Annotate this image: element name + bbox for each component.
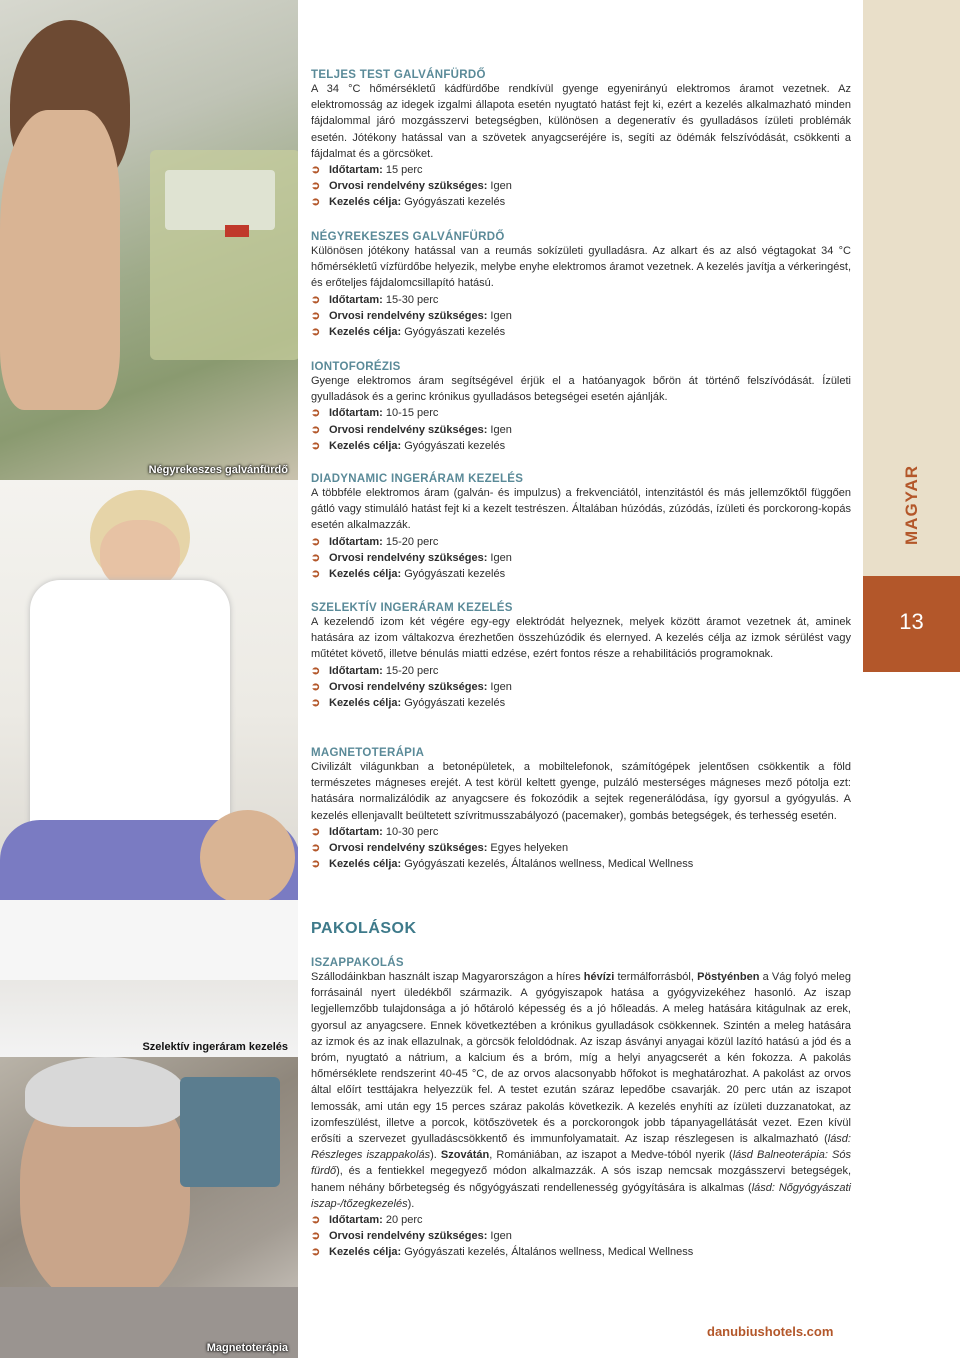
page-number: 13 <box>899 609 924 634</box>
info-list <box>311 162 851 211</box>
info-prescription: ➲ Orvosi rendelvény szükséges: Igen <box>311 680 512 693</box>
info-prescription: ➲ Orvosi rendelvény szükséges: Igen <box>311 1230 512 1243</box>
info-list <box>311 663 851 712</box>
section-body: Gyenge elektromos áram segítségével érjük el a hatóanyagok bőrön át történő felszívódását. Ízületi gyulladások és a gerinc krónikus gyulladásos betegségei esetén ajánlják. <box>311 375 851 404</box>
page-number-box <box>863 576 960 672</box>
info-list <box>311 534 851 583</box>
info-purpose: ➲ Kezelés célja: Gyógyászati kezelés, Általános wellness, Medical Wellness <box>311 1246 694 1259</box>
section-body: A 34 °C hőmérsékletű kádfürdőbe rendkívül gyenge egyenirányú elektromos áramot vezetnek. Az elektromosság az idegek izgalmi állapota esetén nyugtató hatást fejt ki, ezért a kezelés alkalmazható minden fájdalommal járó mozgásszervi betegségben, különösen a degeneratív és gyulladásos ízületi problémák esetén. Jótékony hatással van a szövetek anyagcseréjére is, segíti az ödémák felszívódását, csökkenti a fájdalmat és a görcsöket. <box>311 83 851 160</box>
section-iontoforezis <box>311 361 851 454</box>
section-title: TELJES TEST GALVÁNFÜRDŐ <box>311 69 486 81</box>
section-teljes-test-galvanfurdo <box>311 69 851 211</box>
section-magnetoterapia <box>311 747 851 872</box>
section-title: IONTOFORÉZIS <box>311 361 401 373</box>
section-body: Különösen jótékony hatással van a reumás sokízületi gyulladásra. Az alkart és az alsó végtagokat 34 °C hőmérsékletű vízfürdőbe helyezik, melybe enyhe elektromos áramot vezetnek. A kezelés javítja a vérkeringést, és erőteljes fájdalomcsillapító hatású. <box>311 245 851 290</box>
info-duration: ➲ Időtartam: 10-30 perc <box>311 825 439 838</box>
info-prescription: ➲ Orvosi rendelvény szükséges: Egyes helyeken <box>311 842 569 855</box>
info-purpose: ➲ Kezelés célja: Gyógyászati kezelés <box>311 196 506 209</box>
section-title: NÉGYREKESZES GALVÁNFÜRDŐ <box>311 231 505 243</box>
info-prescription: ➲ Orvosi rendelvény szükséges: Igen <box>311 551 512 564</box>
section-body: Szállodáinkban használt iszap Magyarországon a híres hévízi termálforrásból, Pöstyénben a Vág folyó meleg forrásainál nyert üledékből származik. A gyógyiszapok hatása a gyógyvizekéhez hasonló. Az iszap legjellemzőbb tulajdonsága a jó hőtároló képesség és a jó hőleadás. A meleg hatására kitágulnak az erek, gyorsul az anyagcsere. Ennek következtében a krónikus gyulladások csökkennek. Szintén a meleg hatására az izmok és az inak ellazulnak, a görcsök feloldódnak. Az iszap ásványi anyagai közül lazító hatású a jód és a bróm, nyugtató a nátrium, a kalcium és a bróm, míg a helyi anyagcserét a kén fokozza. A pakolás hőmérséklete rendszerint 40-45 °C, de az orvos alacsonyabb hőfokot is meghatározhat. A pakolást az orvos által előírt testtájakra helyezzük fel. A testet ezután száraz lepedőbe csavarják. 20 perc után az iszapot lemossák, ami után egy 15 perces száraz pakolás következik. A kezelés enyhíti az ízületi duzzanatokat, az izomfeszülést, illetve a porcok, kötőszövetek és a porckorongok jobb tápanyagellátását vezet. Ezen kívül erősíti a szervezet gyulladáscsökkentő és immunfolyamatait. Az iszap részlegesen is alkalmazható (lásd: Részleges iszappakolás). Szovátán, Romániában, az iszapot a Medve-tóból nyerik (lásd Balneoterápia: Sós fürdő), és a fentiekkel megegyező módon alkalmazzák. A sós iszap nemcsak mozgásszervi betegségek, hanem néhány bőrbetegség és nőgyógyászati rendellenesség gyógyítására is alkalmas (lásd: Nőgyógyászati iszap-/tőzegkezelés). <box>311 971 852 1210</box>
info-prescription: ➲ Orvosi rendelvény szükséges: Igen <box>311 180 512 193</box>
section-body: Civilizált világunkban a betonépületek, a mobiltelefonok, számítógépek jelentősen csökkentik a föld természetes mágneses erejét. A test körül keltett gyenge, pulzáló mesterséges mágneses mező pótolja ezt: hatására normalizálódik az anyagcsere és fokozódik a sejtek regenerálódása, így gyorsul a gyógyulás. A kezelés ellenjavallt beültetett szívritmusszabályozó (pacemaker), gombás betegségek, és terhesség esetén. <box>311 761 851 822</box>
info-list <box>311 405 851 454</box>
section-iszappakolas <box>311 957 851 1261</box>
section-title: DIADYNAMIC INGERÁRAM KEZELÉS <box>311 473 524 485</box>
info-duration: ➲ Időtartam: 10-15 perc <box>311 407 439 420</box>
photo-four-cell-galvanic-bath <box>0 0 298 480</box>
photo-selective-stimulation <box>0 480 298 1057</box>
photo-magnetotherapy <box>0 1057 298 1358</box>
heading-pakolasok: PAKOLÁSOK <box>311 920 417 937</box>
section-title: MAGNETOTERÁPIA <box>311 747 425 759</box>
info-purpose: ➲ Kezelés célja: Gyógyászati kezelés <box>311 697 506 710</box>
section-body: A kezelendő izom két végére egy-egy elektródát helyeznek, melyek között áramot vezetnek át, aminek hatására az izom váltakozva érezhetően összehúzódik és elernyed. A kezelés célja az izmok sérülést vagy műtétet követő, illetve bénulás miatti edzése, ezért fontos része a rehabilitációs programoknak. <box>311 616 851 661</box>
info-purpose: ➲ Kezelés célja: Gyógyászati kezelés <box>311 568 506 581</box>
photo-caption: Négyrekeszes galvánfürdő <box>148 464 288 476</box>
section-diadynamic <box>311 473 851 582</box>
info-duration: ➲ Időtartam: 15-30 perc <box>311 293 439 306</box>
info-purpose: ➲ Kezelés célja: Gyógyászati kezelés <box>311 326 506 339</box>
info-prescription: ➲ Orvosi rendelvény szükséges: Igen <box>311 423 512 436</box>
section-szelektiv <box>311 602 851 711</box>
section-title: SZELEKTÍV INGERÁRAM KEZELÉS <box>311 602 513 614</box>
language-label: MAGYAR <box>901 465 921 545</box>
info-duration: ➲ Időtartam: 15 perc <box>311 164 423 177</box>
footer-url[interactable]: danubiushotels.com <box>707 1324 834 1339</box>
info-purpose: ➲ Kezelés célja: Gyógyászati kezelés <box>311 439 506 452</box>
info-purpose: ➲ Kezelés célja: Gyógyászati kezelés, Általános wellness, Medical Wellness <box>311 858 694 871</box>
info-list <box>311 1212 851 1261</box>
photo-caption: Szelektív ingeráram kezelés <box>142 1041 288 1053</box>
info-prescription: ➲ Orvosi rendelvény szükséges: Igen <box>311 309 512 322</box>
info-duration: ➲ Időtartam: 15-20 perc <box>311 535 439 548</box>
section-title: ISZAPPAKOLÁS <box>311 957 404 969</box>
info-duration: ➲ Időtartam: 15-20 perc <box>311 664 439 677</box>
info-list <box>311 824 851 873</box>
photo-caption: Magnetoterápia <box>206 1342 288 1354</box>
section-negyrekeszes-galvanfurdo <box>311 231 851 340</box>
info-list <box>311 292 851 341</box>
info-duration: ➲ Időtartam: 20 perc <box>311 1214 423 1227</box>
section-body: A többféle elektromos áram (galván- és impulzus) a frekvenciától, intenzitástól és más jellemzőktől függően gátló vagy stimuláló hatást fejt ki a kezelt testrészen. Általában húzódás, zúzódás, ízületi és porckorong-kopás esetén alkalmazzák. <box>311 487 851 532</box>
